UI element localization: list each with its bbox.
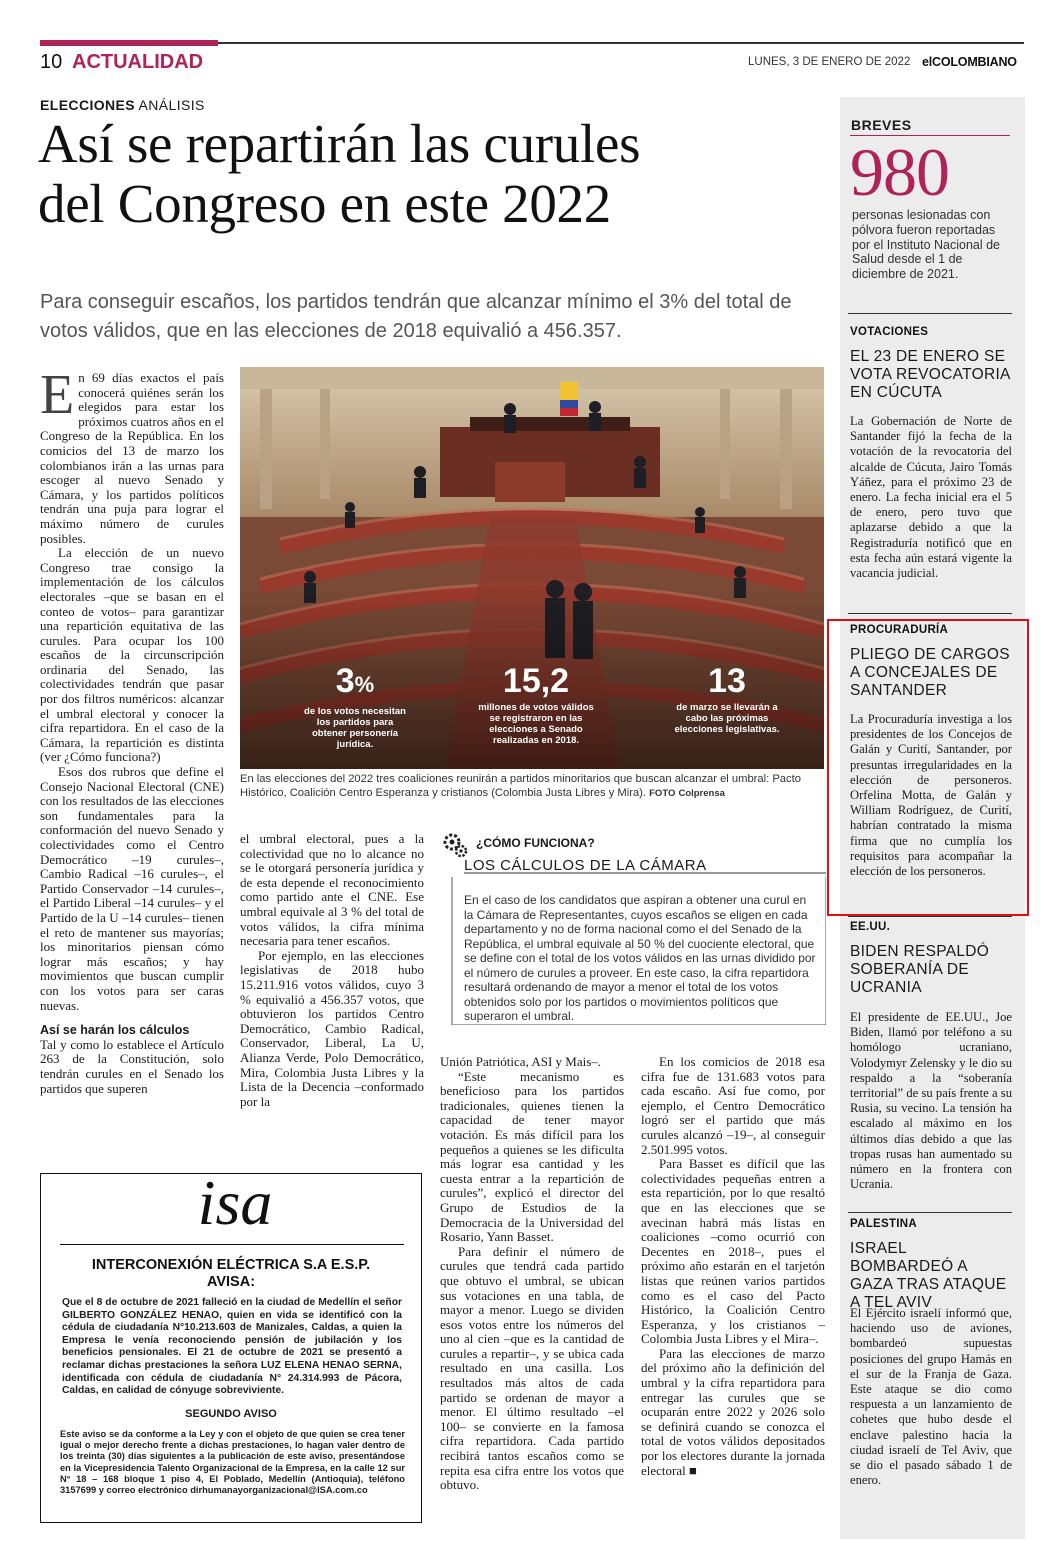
page-number: 10 xyxy=(40,51,63,73)
paragraph: La elección de un nuevo Congreso trae consigo la implementación de los cálculos electorales –que se basan en el conteo de votos– para garantizar una repartición equitativa de las curules. Para ocupar los 100 escaños de la circunscripción ordinaria del Senado, las colectividades tendrán que pasar por dos filtros numéricos: alcanzar el umbral electoral y conocer la cifra repartidora. En el caso de la Cámara, la repartición es distinta (ver ¿Cómo funciona?) xyxy=(40,545,224,765)
masthead-logo: elCOLOMBIANO xyxy=(922,55,1017,69)
gears-icon xyxy=(442,832,468,858)
dropcap: E xyxy=(40,364,75,426)
paragraph: Para las elecciones de marzo del próximo año la definición del umbral y la cifra repartidora para entregar las curules que se ocuparán entre 2022 y 2026 solo se definirá cuando se conozca el total de votos válidos depositados por los electores durante la jornada electoral ■ xyxy=(641,1345,825,1478)
ad-body xyxy=(62,1297,402,1398)
sidebar-divider xyxy=(848,1212,1012,1213)
paragraph: Unión Patriótica, ASI y Mais–. xyxy=(440,1054,602,1069)
ad-divider xyxy=(60,1244,404,1245)
how-it-works-title: LOS CÁLCULOS DE LA CÁMARA xyxy=(464,857,707,874)
brief-kicker: PALESTINA xyxy=(850,1218,918,1230)
brief-title: ISRAEL BOMBARDEÓ A GAZA TRAS ATAQUE A TEL AVIV xyxy=(850,1240,1007,1311)
headline-line-1: Así se repartirán las curules xyxy=(38,113,641,174)
ad-name: LUZ ELENA HENAO SERNA xyxy=(260,1359,400,1371)
how-it-works-kicker: ¿CÓMO FUNCIONA? xyxy=(476,836,595,850)
date-line: LUNES, 3 DE ENERO DE 2022 xyxy=(748,56,911,68)
ad-footer-text: Este aviso se da conforme a la Ley y con el objeto de que quien se crea tener igual o mejor derecho frente a dichas prestaciones, lo hagan valer dentro de los treinta (30) días siguientes a la publicación de este aviso, presentándose en la Vicepresidencia Talento Organizacional de la Empresa, en la calle 12 sur N° 18 – 168 bloque 1 piso 4, El Poblado, Medellín (Antioquia), teléfono xyxy=(60,1429,405,1484)
stat-election-date xyxy=(668,662,786,735)
body-column-1 xyxy=(40,364,224,1096)
paragraph: Esos dos rubros que define el Consejo Nacional Electoral (CNE) con los resultados de las elecciones son fundamentales para la conformación del nuevo Senado y colectividades como el Centro Democrático –19 curules–, Cambio Radical –16 curules–, el Partido Conservador –14 curules–, el Partido Liberal –14 curules– y el Partido de la U –14 curules– tienen el reto de mantener sus mayorías; los minoritarios piensan cómo lograr más escaños; y hay movimientos que buscan cumplir con los votos para ser caras nuevas. xyxy=(40,764,224,1013)
caption-text: En las elecciones del 2022 tres coaliciones reunirán a partidos minoritarios que buscan alcanzar el umbral: Pacto Histórico, Coalición Centro Esperanza y cristianos (Colombia Justa Libres y Mira). xyxy=(240,773,801,799)
big-number: 980 xyxy=(850,134,949,210)
article-kicker xyxy=(40,97,205,113)
ad-email: dirhumanayorganizacional@ISA.com.co xyxy=(190,1485,368,1496)
brief-kicker: PROCURADURÍA xyxy=(850,624,949,636)
paragraph: “Este mecanismo es beneficioso para los partidos tradicionales, quienes tienen la capacidad de tener mayor votación. Es más difícil para los pequeños a quienes se les dificulta más lograr esa cantidad y les cuesta entrar a la repartición de curules”, explicó el director del Grupo de Estudios de la Democracia de la Universidad del Rosario, Yann Basset. xyxy=(440,1068,624,1245)
ad-body-text: , identificada con cédula de ciudadanía N° 24.314.993 de Pácora, Caldas, en calidad de cónyuge sobreviviente. xyxy=(62,1359,402,1397)
section-name: ACTUALIDAD xyxy=(72,51,204,73)
sidebar-divider xyxy=(848,916,1012,917)
stat-text: de marzo se llevarán a cabo las próximas elecciones legislativas. xyxy=(674,702,780,735)
brief-kicker: VOTACIONES xyxy=(850,326,929,338)
paragraph: Por ejemplo, en las elecciones legislativas de 2018 hubo 15.211.916 votos válidos, cuyo 3 % equivalió a 456.357 votos, que obtuvieron los partidos Centro Democrático, Cambio Radical, Conservador, Liberal, La U, Alianza Verde, Polo Democrático, Mira, Colombia Justa Libres y la Lista de la Decencia –conformado por la xyxy=(240,947,424,1109)
ad-body-text: Que el 8 de octubre de 2021 falleció en la ciudad de Medellín el señor xyxy=(62,1297,402,1308)
stat-valid-votes xyxy=(475,662,597,746)
ad-second-notice: SEGUNDO AVISO xyxy=(185,1408,277,1420)
big-number-text: personas lesionadas con pólvora fueron reportadas por el Instituto Nacional de Salud desde el 1 de diciembre de 2021. xyxy=(852,208,1001,282)
ad-footer-text: y correo electrónico xyxy=(96,1485,191,1496)
isa-logo: isa xyxy=(197,1167,273,1238)
brief-title: EL 23 DE ENERO SE VOTA REVOCATORIA EN CÚCUTA xyxy=(850,348,1010,401)
stat-text: de los votos necesitan los partidos para obtener personería jurídica. xyxy=(304,706,406,750)
paragraph: Para Basset es difícil que las colectividades pequeñas entren a esta repartición, por lo que resaltó que en las elecciones que se avecinan habrá más listas en coaliciones –como ocurrió con Decentes en 2018–, pues el próximo año estarán en el tarjetón listas que reúnen varios partidos como es el caso del Pacto Histórico, la Coalición Centro Esperanza, y los cristianos –Colombia Justa Libres y el Mira–. xyxy=(641,1156,825,1347)
stat-threshold xyxy=(300,662,410,750)
body-column-4 xyxy=(641,1055,825,1478)
brief-text: La Procuraduría investiga a los presidentes de los Concejos de Galán y Curití, Santander, por presuntas irregularidades en la elección de personeros. Orfelina Motta, de Galán y William Rodríguez, de Curití, habrían contratado la misma firma que no cumplía los requisitos para acompañar la elección de los personeros. xyxy=(850,712,1012,879)
kicker-topic: ELECCIONES xyxy=(40,97,136,113)
stat-value: 15,2 xyxy=(502,662,570,700)
subheading: Así se harán los cálculos xyxy=(40,1023,190,1038)
photo-caption xyxy=(240,772,826,801)
paragraph: Para definir el número de curules que tendrá cada partido que obtuvo el umbral, se ubican sus votaciones en una tabla, de mayor a menor. Luego se dividen esos votos entre los números del uno al cien –que es la cantidad de curules a repartir–, y se ubica cada resultado en una casilla. Los resultados más altos de cada partido se ordenan de mayor a menor. El último resultado –el 100– se convierte en la famosa cifra repartidora. Cada partido recibirá tantos escaños como se repita esa cifra entre los votos que obtuvo. xyxy=(440,1243,624,1493)
sidebar-divider xyxy=(848,613,1012,614)
brief-text: El presidente de EE.UU., Joe Biden, llamó por teléfono a su homólogo ucraniano, Volodymyr Zelensky y le dio su respaldo a la “soberanía territorial” de su país frente a su Rusia, su vecino. La tensión ha escalado al máximo en los últimos días debido a que las tropas rusas han aumentado su número en la frontera con Ucrania. xyxy=(850,1010,1012,1192)
subhead: Para conseguir escaños, los partidos tendrán que alcanzar mínimo el 3% del total de votos válidos, que en las elecciones de 2018 equivalió a 456.357. xyxy=(40,291,792,342)
kicker-type: ANÁLISIS xyxy=(138,97,205,113)
brief-kicker: EE.UU. xyxy=(850,921,891,933)
stat-number: 3 xyxy=(335,662,355,700)
ad-phone: 3157699 xyxy=(60,1485,97,1496)
brief-title: BIDEN RESPALDÓ SOBERANÍA DE UCRANIA xyxy=(850,943,990,996)
stat-text: millones de votos válidos se registraron en las elecciones a Senado realizadas en 2018. xyxy=(478,702,594,746)
brief-title: PLIEGO DE CARGOS A CONCEJALES DE SANTANDER xyxy=(850,646,1010,699)
headline-line-2: del Congreso en este 2022 xyxy=(38,173,611,234)
photo-credit-label: FOTO xyxy=(649,788,676,799)
breves-label: BREVES xyxy=(851,117,912,133)
paragraph: Tal y como lo establece el Artículo 263 de la Constitución, solo tendrán curules en el Senado los partidos que superen xyxy=(40,1036,224,1096)
stat-unit: % xyxy=(354,672,375,697)
ad-notice-label: AVISA: xyxy=(206,1274,256,1290)
ad-name: GILBERTO GONZÁLEZ HENAO xyxy=(62,1309,220,1321)
section-accent-bar xyxy=(40,40,218,46)
paragraph: el umbral electoral, pues a la colectividad que no lo alcance no se le otorgará personería jurídica y de esta depende el reconocimiento como partido ante el CNE. Ese umbral equivale al 3 % del total de votos válidos, la cifra mínima necesaria para tener escaños. xyxy=(240,831,424,949)
body-column-2 xyxy=(240,832,424,1109)
header-rule xyxy=(218,42,1024,44)
stat-value xyxy=(300,662,410,704)
photo-credit: Colprensa xyxy=(678,788,725,799)
brief-text: La Gobernación de Norte de Santander fijó la fecha de la votación de la revocatoria del alcalde de Cúcuta, Jairo Tomás Yáñez, para el próximo 23 de enero. La fecha inicial era el 5 de enero, pero tuvo que aplazarse debido a que la Registraduría notificó que en esta fecha aún estará vigente la vacancia judicial. xyxy=(850,414,1012,581)
headline xyxy=(38,114,828,234)
ad-footer xyxy=(60,1429,405,1496)
paragraph: n 69 días exactos el país conocerá quiénes serán los elegidos para estar los próximos cuatros años en el Congreso de la República. En los comicios del 13 de marzo los colombianos irán a las urnas para escoger al nuevo Senado y Cámara, y los partidos políticos tendrán una puja para lograr el máximo número de curules posibles. xyxy=(40,370,224,546)
how-it-works-text: En el caso de los candidatos que aspiran a obtener una curul en la Cámara de Representantes, cuyos escaños se eligen en cada departamento y no de forma nacional como el del Senado de la República, el umbral equivale al 50 % del cuociente electoral, que se define con el total de los votos válidos en las urnas dividido por el número de curules a proveer. En este caso, la cifra repartidora resultará ordenando de mayor a menor el total de los votos obtenidos solo por los partidos o movimientos políticos que superaron el umbral. xyxy=(464,893,816,1023)
ad-title xyxy=(56,1257,406,1291)
body-column-3 xyxy=(440,1055,624,1493)
brief-text: El Ejército israelí informó que, haciendo uso de aviones, bombardeó supuestas posiciones del grupo Hamás en el sur de la Franja de Gaza. Este ataque se dio como respuesta a un lanzamiento de cohetes que hubo desde el enclave palestino hacia la ciudad israelí de Tel Aviv, que se dio el pasado sábado 1 de enero. xyxy=(850,1306,1012,1488)
ad-company: INTERCONEXIÓN ELÉCTRICA S.A E.S.P. xyxy=(91,1257,371,1273)
paragraph: En los comicios de 2018 esa cifra fue de 131.683 votos para cada escaño. Así fue como, por ejemplo, el Centro Democrático logró ser el partido que más curules alcanzó –19–, al conseguir 2.501.995 votos. xyxy=(641,1054,825,1157)
sidebar-divider xyxy=(848,313,1012,314)
stat-value: 13 xyxy=(708,662,746,700)
ad-body-text: , quien en vida se identificó con la cédula de ciudadanía N°10.213.603 de Manizales, Caldas, a quien la Empresa le venía reconociendo pensión de jubilación y los beneficios pensionales. El 21 de octubre de 2021 se presentó a reclamar dichas prestaciones la señora xyxy=(62,1309,402,1371)
